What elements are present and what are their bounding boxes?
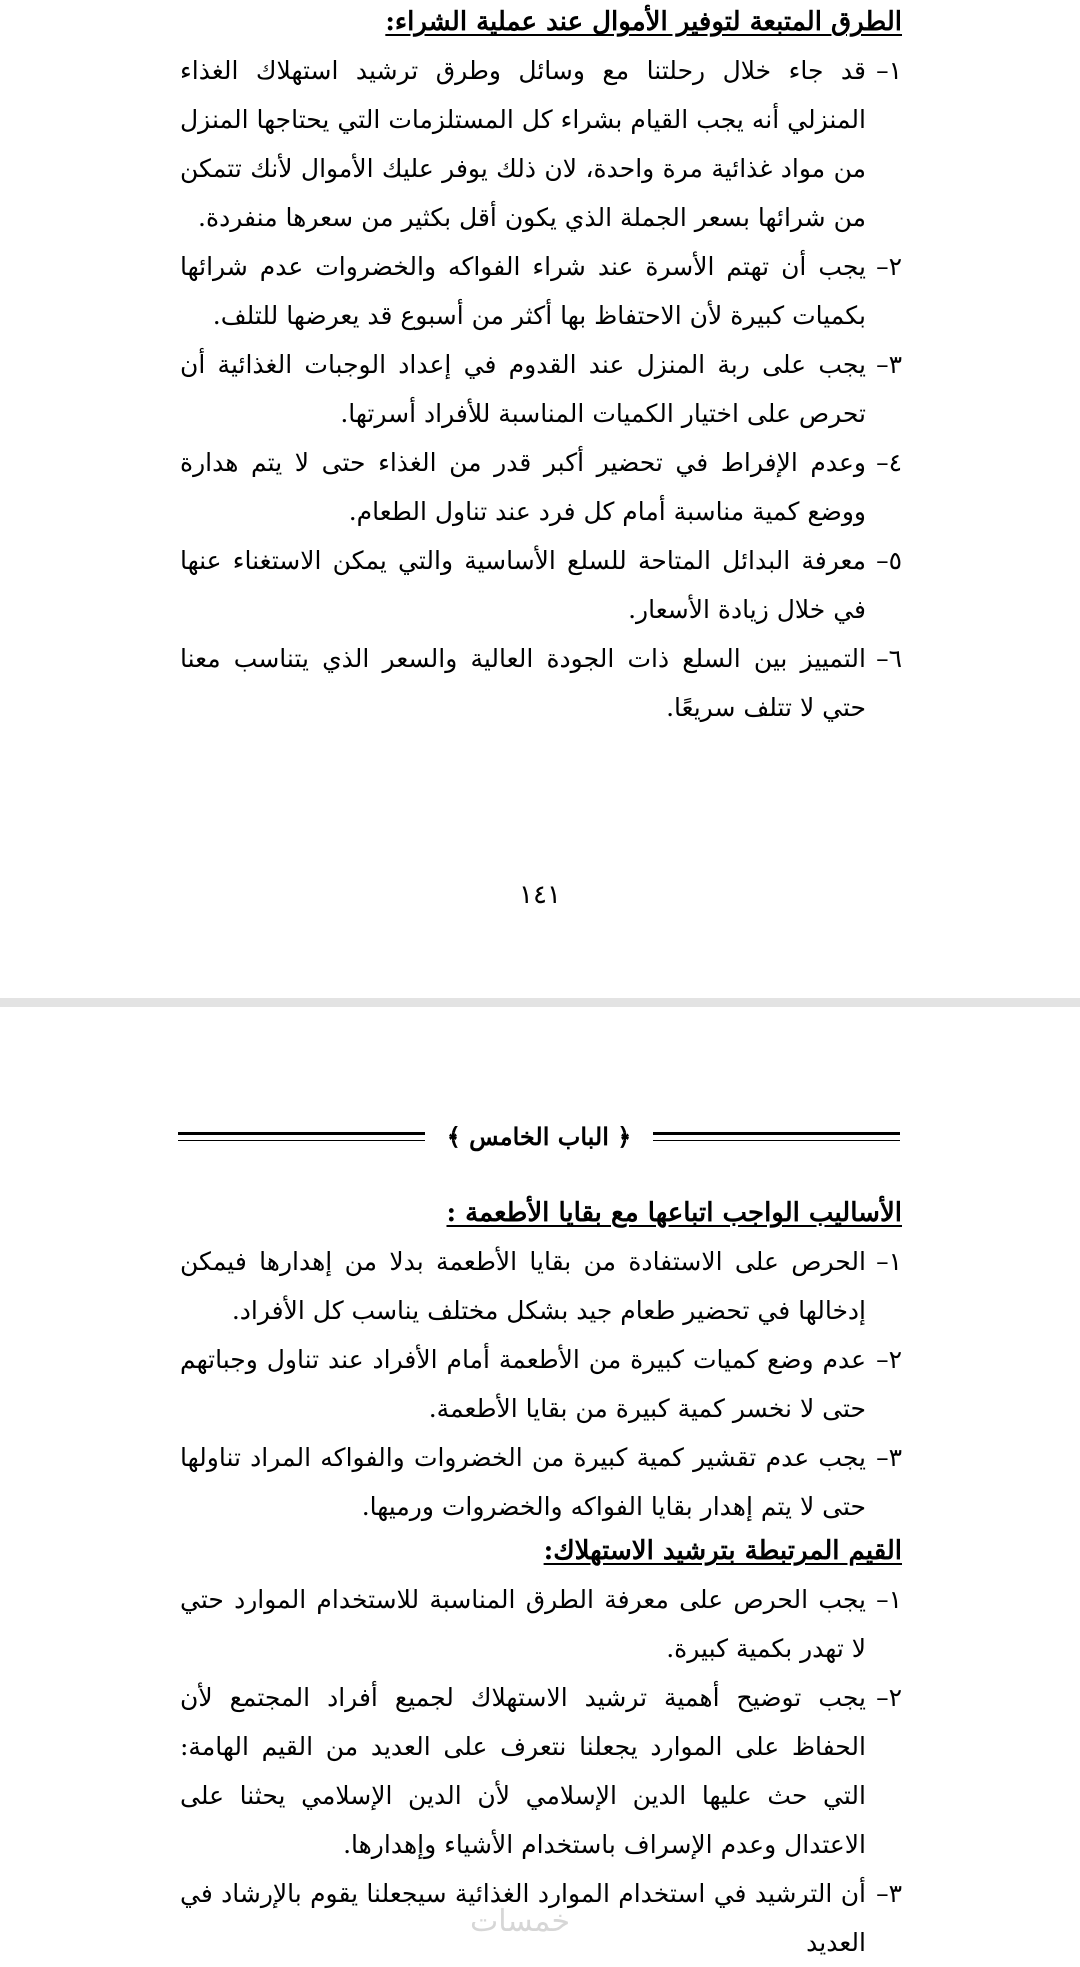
watermark: خمسات: [470, 1904, 571, 1939]
page-number: ١٤١: [519, 880, 561, 910]
list-item-number: ٢–: [876, 252, 902, 281]
list-item-number: ١–: [876, 56, 902, 85]
list-item: [180, 1673, 902, 1869]
list-item: [180, 340, 902, 438]
list-item-text: عدم وضع كميات كبيرة من الأطعمة أمام الأفراد عند تناول وجباتهم حتى لا نخسر كمية كبيرة من بقايا الأطعمة.: [180, 1345, 866, 1423]
list-item-number: ٤–: [876, 448, 902, 477]
list-item-text: يجب الحرص على معرفة الطرق المناسبة للاستخدام الموارد حتي لا تهدر بكمية كبيرة.: [180, 1585, 866, 1663]
list-item: [180, 536, 902, 634]
chapter-title: ﴿ الباب الخامس ﴾: [446, 1121, 632, 1151]
section-heading-values: القيم المرتبطة بترشيد الاستهلاك:: [543, 1536, 902, 1566]
list-item: [180, 1237, 902, 1335]
page-2-content: [180, 1193, 902, 1967]
chapter-rule-right: [653, 1132, 900, 1141]
list-item-text: الحرص على الاستفادة من بقايا الأطعمة بدلا من إهدارها فيمكن إدخالها في تحضير طعام جيد بشكل مختلف يناسب كل الأفراد.: [180, 1247, 866, 1325]
section-heading-saving-money: الطرق المتبعة لتوفير الأموال عند عملية الشراء:: [385, 7, 902, 37]
list-item-number: ١–: [876, 1247, 902, 1276]
list-item: [180, 1335, 902, 1433]
list-item-number: ٣–: [876, 1443, 902, 1472]
list-item-text: قد جاء خلال رحلتنا مع وسائل وطرق ترشيد استهلاك الغذاء المنزلي أنه يجب القيام بشراء كل المستلزمات التي يحتاجها المنزل من مواد غذائية مرة واحدة، لان ذلك يوفر عليك الأموال لأنك تتمكن من شرائها بسعر الجملة الذي يكون أقل بكثير من سعرها منفردة.: [180, 56, 866, 232]
saving-money-list: [180, 46, 902, 732]
page-1-content: [180, 2, 902, 732]
list-item-text: يجب على ربة المنزل عند القدوم في إعداد الوجبات الغذائية أن تحرص على اختيار الكميات المناسبة للأفراد أسرتها.: [180, 350, 866, 428]
chapter-rule-left: [178, 1132, 425, 1141]
list-item-number: ١–: [876, 1585, 902, 1614]
list-item-text: التمييز بين السلع ذات الجودة العالية والسعر الذي يتناسب معنا حتي لا تتلف سريعًا.: [180, 644, 866, 722]
chapter-title-bar: [178, 1114, 900, 1158]
document-page-2: [0, 1009, 1080, 1957]
list-item: [180, 634, 902, 732]
list-item-text: يجب عدم تقشير كمية كبيرة من الخضروات والفواكه المراد تناولها حتى لا يتم إهدار بقايا الفواكه والخضروات ورميها.: [180, 1443, 866, 1521]
list-item-number: ٣–: [876, 1879, 902, 1908]
list-item-number: ٢–: [876, 1345, 902, 1374]
list-item-text: وعدم الإفراط في تحضير أكبر قدر من الغذاء حتى لا يتم هدارة ووضع كمية مناسبة أمام كل فرد عند تناول الطعام.: [180, 448, 866, 526]
list-item-text: معرفة البدائل المتاحة للسلع الأساسية والتي يمكن الاستغناء عنها في خلال زيادة الأسعار.: [180, 546, 866, 624]
list-item-number: ٥–: [876, 546, 902, 575]
list-item-text: يجب توضيح أهمية ترشيد الاستهلاك لجميع أفراد المجتمع لأن الحفاظ على الموارد يجعلنا نتعرف على العديد من القيم الهامة: التي حث عليها الدين الإسلامي لأن الدين الإسلامي يحثنا على الاعتدال وعدم الإسراف باستخدام الأشياء وإهدارها.: [180, 1683, 866, 1859]
list-item: [180, 1575, 902, 1673]
list-item-number: ٣–: [876, 350, 902, 379]
list-item: [180, 1433, 902, 1531]
leftovers-list: [180, 1237, 902, 1531]
list-item-text: أن الترشيد في استخدام الموارد الغذائية سيجعلنا يقوم بالإرشاد في العديد: [180, 1879, 866, 1957]
list-item: [180, 242, 902, 340]
list-item-text: يجب أن تهتم الأسرة عند شراء الفواكه والخضروات عدم شرائها بكميات كبيرة لأن الاحتفاظ بها أكثر من أسبوع قد يعرضها للتلف.: [180, 252, 866, 330]
list-item-number: ٦–: [876, 644, 902, 673]
section-heading-leftovers: الأساليب الواجب اتباعها مع بقايا الأطعمة :: [446, 1198, 902, 1228]
page-separator: [0, 998, 1080, 1007]
list-item: [180, 46, 902, 242]
list-item: [180, 438, 902, 536]
list-item-number: ٢–: [876, 1683, 902, 1712]
